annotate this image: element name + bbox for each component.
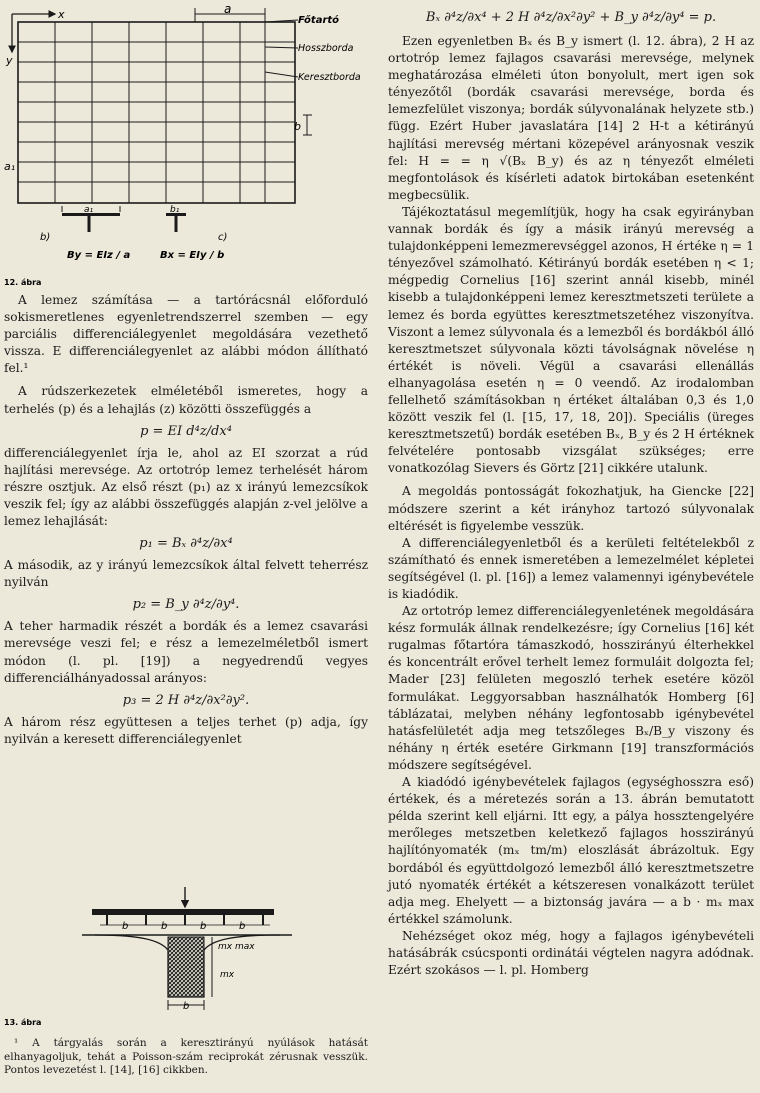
left-paragraph-1: A lemez számítása — a tartórácsnál előforduló sokismeretlenes egyenletrendszerrel szemben — egy parciális differenciálegyenlet megoldására vezethető vissza. E differenciálegyenlet az alábbi módon állítható fel.¹ [4,293,368,376]
right-paragraph-2: Tájékoztatásul megemlítjük, hogy ha csak egyirányban vannak bordák és így a másik irányú merevség a tulajdonképpeni lemezmerevséggel azonos, H értéke η = 1 tényezővel számolható. Kétirányú bordák esetében η < 1; mégpedig Cornelius [16] szerint annál kisebb, minél kisebb a tulajdonképpeni lemez keresztmetszeti területe a lemez és borda együttes keresztmetszetéhez viszonyítva. Viszont a lemez súlyvonala és a lemezből és bordákból álló keresztmetszet súlyvonala közti távolságnak növelése η értékét is növeli. Végül a csavarási ellenállás elhanyagolása esetén η = 0 veendő. Az irodalomban fellelhető számításokban η értéket általában 0,3 és 1,0 között veszik fel (l. [15, 17, 18, 20]). Speciális (üreges keresztmetszetű) bordák esetében Bₓ, B_y és 2 H értéknek felvételére pontosabb vizsgálat szükséges; erre vonatkozólag Sievers és Görtz [21] cikkére utalunk. [388,204,754,476]
x-axis-label: x [58,8,65,21]
right-paragraph-5: Az ortotróp lemez differenciálegyenletének megoldására kész formulák állnak rendelkezésre; így Cornelius [16] két rugalmas főtartóra támaszkodó, hosszirányú élterhekkel és koncentrált erővel terhelt lemez formuláit dolgozta fel; Mader [23] felületen megoszló terhek esetére közöl formulákat. Leggyorsabban használhatók Homberg [6] táblázatai, melyben néhány legfontosabb igénybevétel hatásfelületét adja meg tetszőleges Bₓ/B_y viszony és néhány η érték esetére Girkmann [19] transzformációs módszere segítségével. [388,604,754,772]
equation-2: p₁ = Bₓ ∂⁴z/∂x⁴ [139,536,233,552]
Bx-formula: Bx = EIy / b [160,250,225,261]
label-keresztborda: Keresztborda [298,72,361,83]
rib-spacing-4: b [239,921,246,932]
By-formula: By = EIz / a [67,250,131,261]
mx-max-label: mx max [218,942,255,952]
equation-3: p₂ = B_y ∂⁴z/∂y⁴. [132,597,240,613]
label-hosszborda: Hosszborda [298,43,354,54]
left-paragraph-3: differenciálegyenlet írja le, ahol az EI szorzat a rúd hajlítási merevsége. Az ortotróp lemez terhelését három részre osztjuk. Az első részt (p₁) az x irányú lemezcsíkok veszik fel; így az alábbi összefüggés alapján z-vel jelölve a lemez lehajlását: [4,445,368,529]
rib-spacing-1: b [122,921,129,932]
section-b1-label: b₁ [170,205,180,215]
left-paragraph-4: A második, az y irányú lemezcsíkok által felvett teherrész nyilván [4,558,368,590]
footnote-text: ¹ A tárgyalás során a keresztirányú nyúlások hatását elhanyagoljuk, tehát a Poisson-szám reciprokát zérusnak vesszük. Pontos levezetést l. [14], [16] cikkben. [4,1037,368,1076]
right-paragraph-6: A kiadódó igénybevételek fajlagos (egységhosszra eső) értékek, és a méretezés során a 13. ábrán bemutatott példa szerint kell eljárni. Itt egy, a pálya hossztengelyére merőleges metszetben keletkező fajlagos hosszirányú hajlítónyomaték (mₓ tm/m) eloszlását ábrázoltuk. Egy bordából és együttdolgozó lemezből álló keresztmetszetre jutó nyomaték értékét a kétszeresen vonalkázott terület adja meg. Ehelyett — a biztonság javára — a b · mₓ max értékkel számolunk. [388,775,754,926]
label-fotarto: Főtartó [298,15,340,26]
hatched-width-label: b [183,1001,190,1012]
equation-1: p = EI d⁴z/dx⁴ [140,423,232,439]
footnote [4,1037,368,1078]
right-paragraph-7: Nehézséget okoz még, hogy a fajlagos igénybevételi hatásábrák csúcsponti ordinátái végtelen nagyra adódnak. Ezért szokásos — l. pl. Homberg [388,928,754,978]
section-a1-label: a₁ [84,205,94,215]
rib-grid [18,22,295,203]
mx-label: mx [220,970,235,980]
right-column [388,6,754,979]
figure-13 [0,885,368,1035]
rib-spacing-3: b [200,921,207,932]
left-column [4,292,368,748]
label-a1-left: a₁ [4,160,16,173]
sub-b-label: b) [40,232,51,243]
figure-12 [0,0,368,288]
right-paragraph-1: Ezen egyenletben Bₓ és B_y ismert (l. 12. ábra), 2 H az ortotróp lemez fajlagos csavarási merevsége, melynek meghatározása elméleti úton bonyolult, mert igen sok tényezőtől (bordák csavarási merevsége, borda és lemezfelület viszonya; bordák súlyvonalának helyzete stb.) függ. Ezért Huber javaslatára [14] 2 H-t a kétirányú hajlítási merevség mértani közepével arányosnak veszik fel: H = = η √(Bₓ B_y) és az η tényezőt elméleti megfontolások és kísérleti adatok birtokában esetenként megbecsülik. [388,34,754,202]
left-paragraph-2: A rúdszerkezetek elméletéből ismeretes, hogy a terhelés (p) és a lehajlás (z) közötti összefüggés a [4,384,368,416]
right-paragraph-3: A megoldás pontosságát fokozhatjuk, ha Giencke [22] módszere szerint a két irányhoz tartozó súlyvonalak eltérését is figyelembe vesszük. [388,484,754,533]
right-paragraph-4: A differenciálegyenletből és a kerületi feltételekből z számítható és ennek ismeretében a lemezelmélet képletei segítségével (l. pl. [16]) a lemez valamennyi igénybevétele is kiadódik. [388,535,754,601]
main-differential-equation: Bₓ ∂⁴z/∂x⁴ + 2 H ∂⁴z/∂x²∂y² + B_y ∂⁴z/∂y⁴ = p. [425,10,717,25]
left-paragraph-6: A három rész együttesen a teljes terhet (p) adja, így nyilván a keresett differenciálegyenlet [4,714,368,746]
left-paragraph-5: A teher harmadik részét a bordák és a lemez csavarási merevsége veszi fel; e rész a lemezelméletből ismert módon (l. pl. [19]) a negyedrendű vegyes differenciálhányadossal arányos: [4,619,368,685]
figure-13-caption: 13. ábra [4,1018,42,1027]
rib-spacing-2: b [161,921,168,932]
dim-b-label: b [294,120,301,133]
dim-a-label: a [224,2,232,16]
equation-4: p₃ = 2 H ∂⁴z/∂x²∂y². [122,692,250,708]
y-axis-label: y [6,54,13,67]
figure-12-caption: 12. ábra [4,278,42,287]
sub-c-label: c) [218,232,228,243]
